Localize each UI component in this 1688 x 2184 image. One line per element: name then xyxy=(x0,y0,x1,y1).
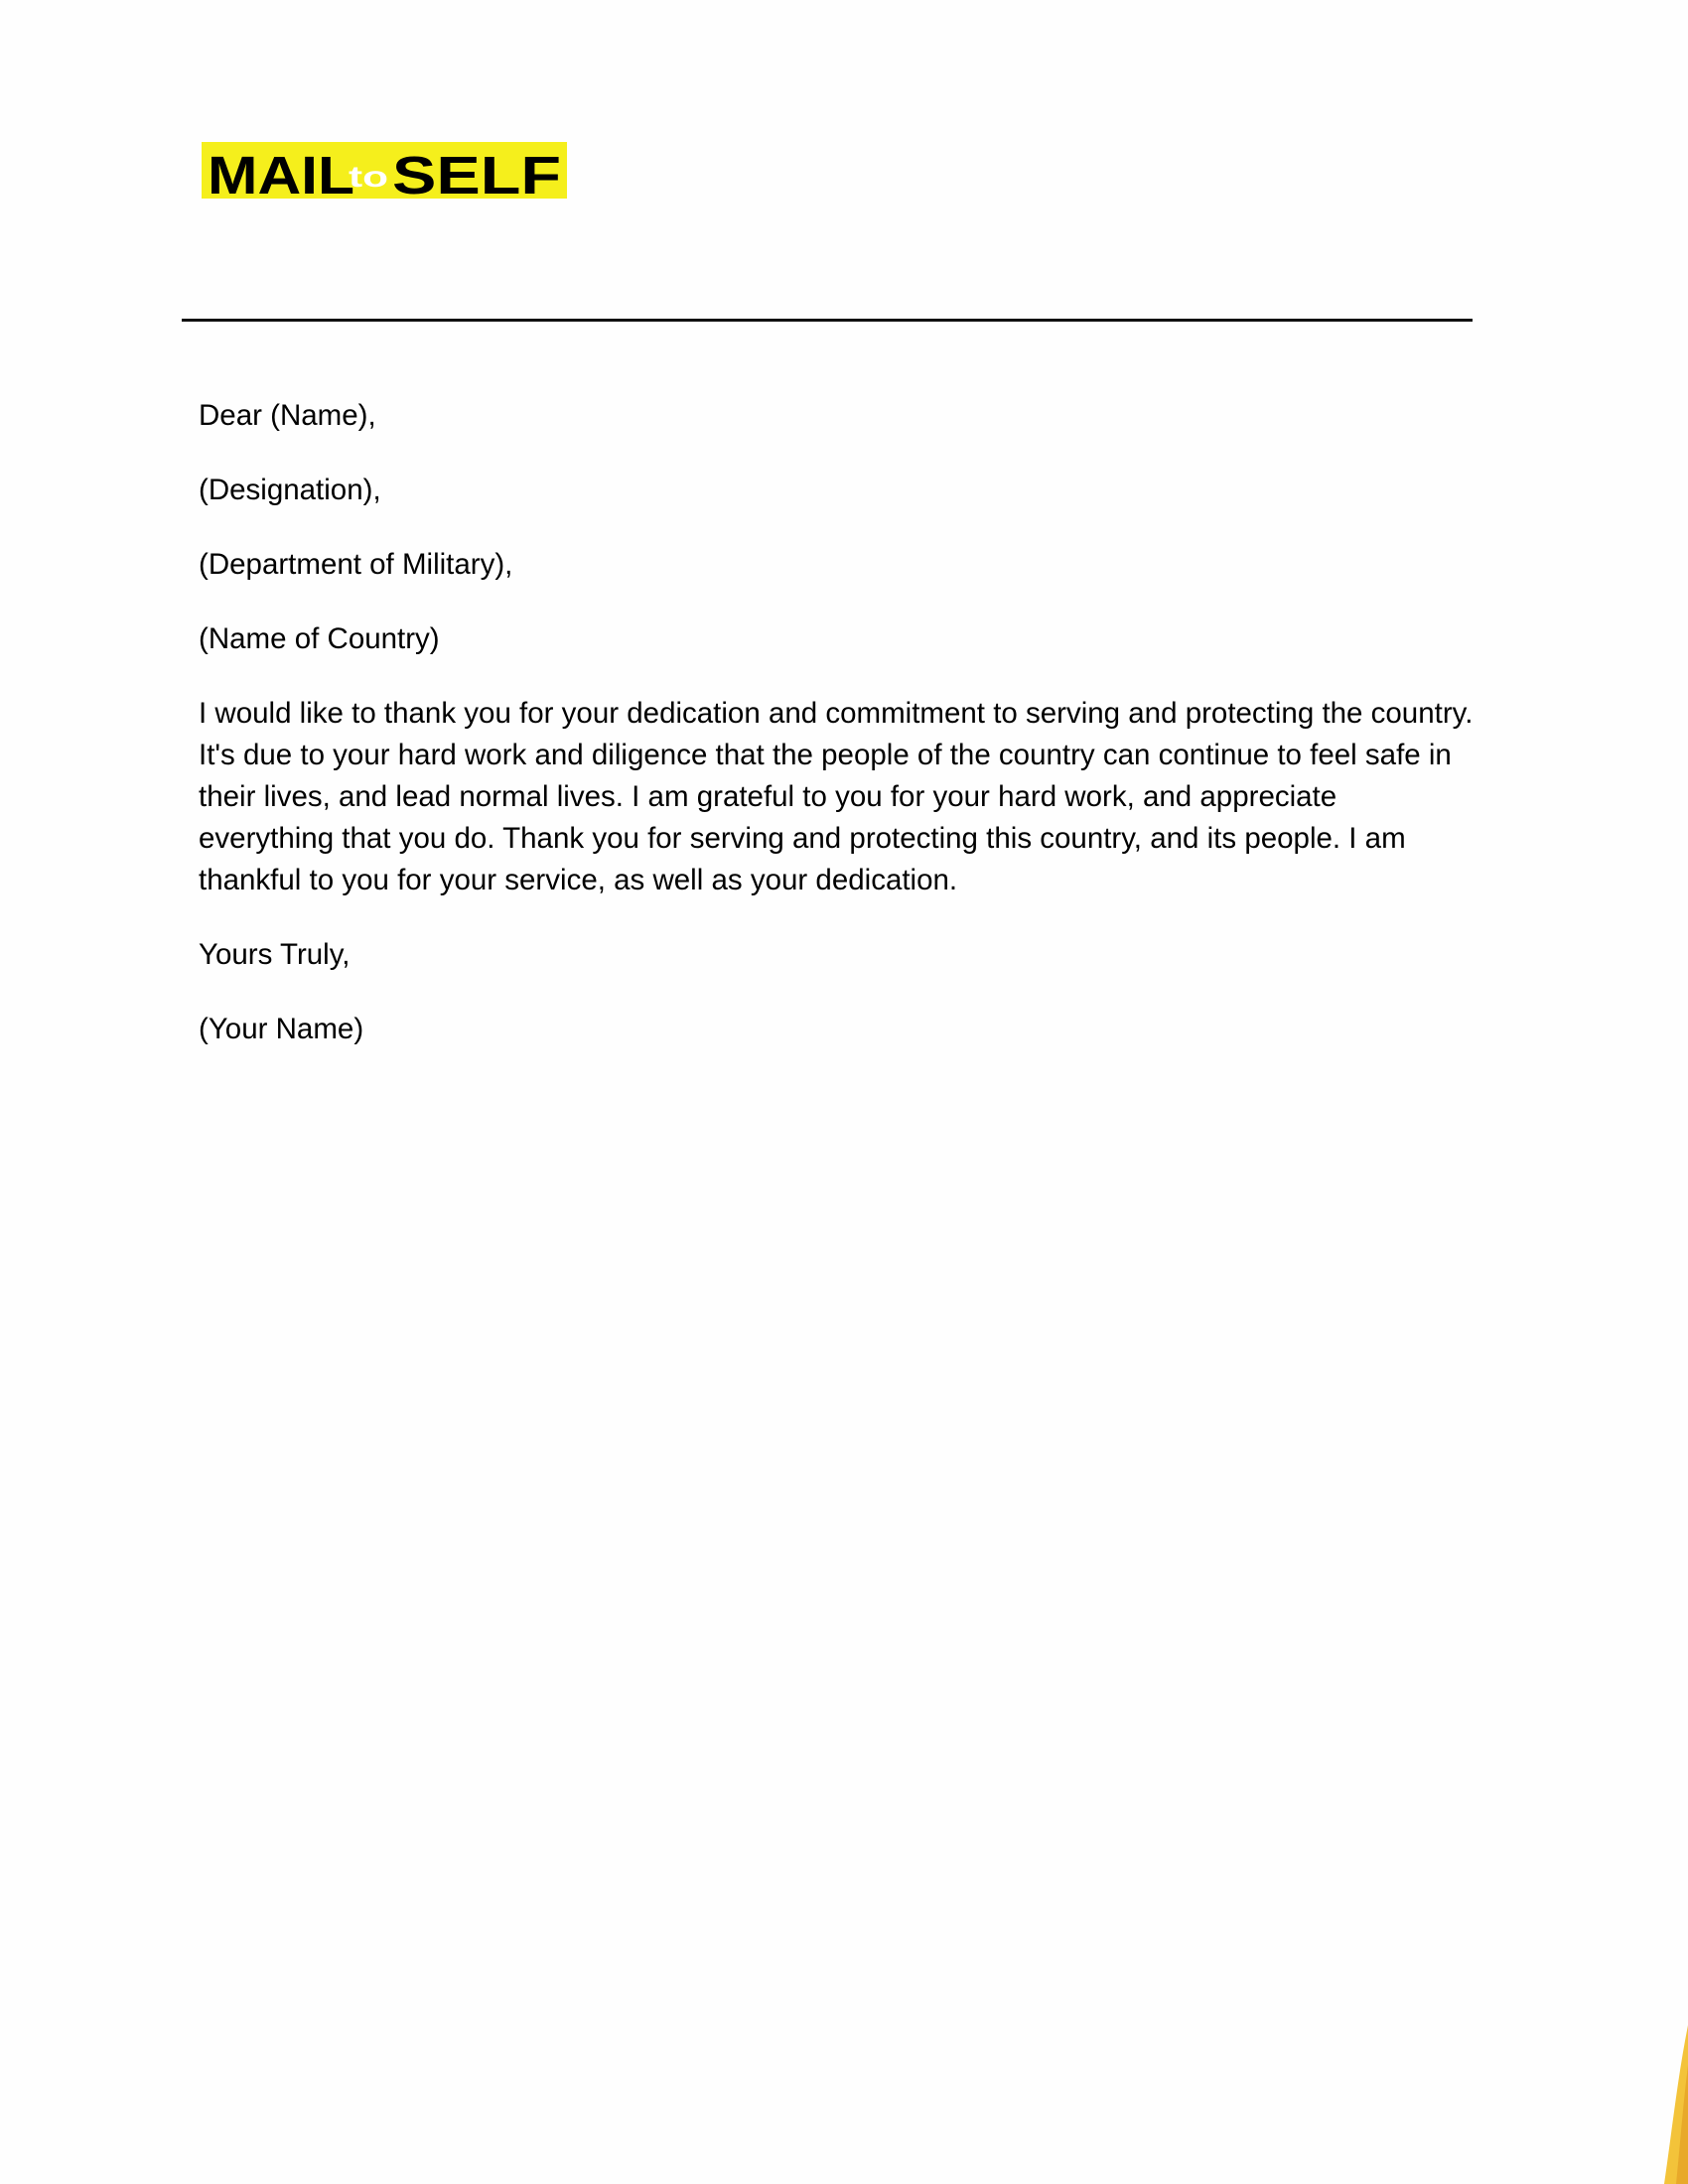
mail-to-self-logo xyxy=(202,142,567,199)
svg-text:MAIL: MAIL xyxy=(208,146,354,199)
designation: (Designation), xyxy=(199,474,381,506)
svg-text:SELF: SELF xyxy=(392,146,561,199)
closing: Yours Truly, xyxy=(199,938,351,971)
salutation: Dear (Name), xyxy=(199,399,376,432)
corner-decoration xyxy=(1628,2025,1688,2184)
letter-body xyxy=(199,395,1479,1050)
department: (Department of Military), xyxy=(199,548,513,581)
body-paragraph: I would like to thank you for your dedication and commitment to serving and protecting the country. It's due to your hard work and diligence that the people of the country can continue to feel safe in their lives, and lead normal lives. I am grateful to you for your hard work, and appreciate everything that you do. Thank you for serving and protecting this country, and its people. I am thankful to you for your service, as well as your dedication. xyxy=(199,697,1474,896)
header-divider xyxy=(182,319,1473,322)
svg-text:to: to xyxy=(349,161,388,194)
logo-graphic xyxy=(202,142,567,199)
signature: (Your Name) xyxy=(199,1013,364,1045)
country: (Name of Country) xyxy=(199,622,440,655)
